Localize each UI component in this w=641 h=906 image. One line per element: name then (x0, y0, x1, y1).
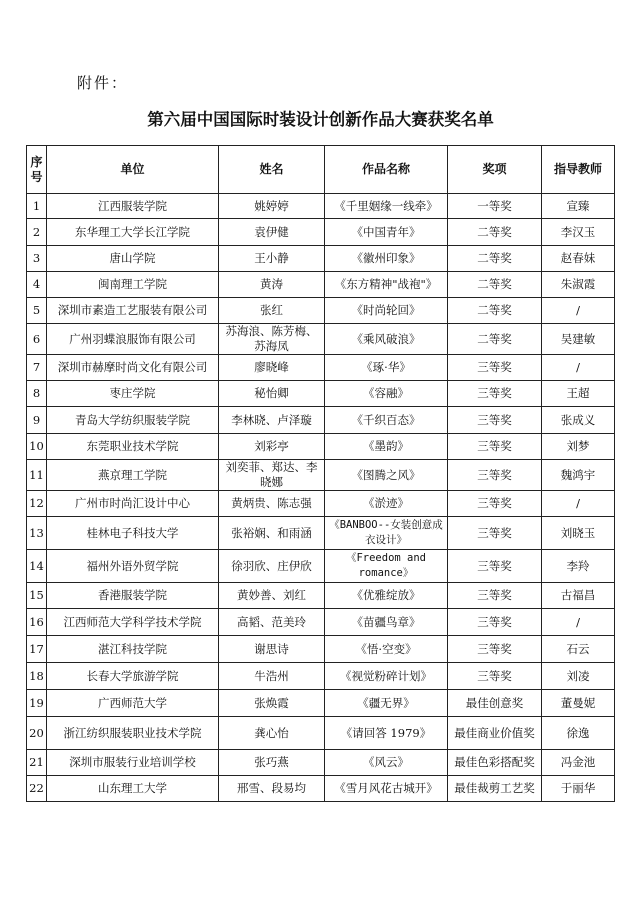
table-row (27, 298, 615, 324)
cell-award: 三等奖 (448, 517, 542, 550)
cell-unit: 广州市时尚汇设计中心 (47, 491, 219, 517)
column-header-award: 奖项 (448, 146, 542, 194)
cell-instructor: / (542, 609, 615, 636)
cell-award: 三等奖 (448, 663, 542, 690)
cell-unit: 深圳市赫摩时尚文化有限公司 (47, 355, 219, 381)
table-row (27, 550, 615, 583)
cell-work-title: 《视觉粉碎计划》 (325, 663, 448, 690)
cell-number: 1 (27, 194, 47, 219)
awards-table-body (27, 194, 615, 802)
cell-work-title: 《风云》 (325, 750, 448, 776)
table-row (27, 272, 615, 298)
cell-name: 刘奕菲、郑达、李晓娜 (219, 460, 325, 491)
cell-work-title: 《墨韵》 (325, 434, 448, 460)
cell-work-title: 《中国青年》 (325, 219, 448, 246)
cell-instructor: 魏鸿宇 (542, 460, 615, 491)
table-row (27, 219, 615, 246)
cell-award: 二等奖 (448, 272, 542, 298)
table-row (27, 460, 615, 491)
table-row (27, 324, 615, 355)
cell-work-title: 《请回答 1979》 (325, 717, 448, 750)
cell-number: 14 (27, 550, 47, 583)
cell-award: 三等奖 (448, 434, 542, 460)
cell-number: 16 (27, 609, 47, 636)
cell-number: 7 (27, 355, 47, 381)
cell-work-title: 《千里姻缘一线牵》 (325, 194, 448, 219)
cell-number: 3 (27, 246, 47, 272)
cell-name: 秘怡卿 (219, 381, 325, 407)
table-row (27, 194, 615, 219)
cell-award: 最佳裁剪工艺奖 (448, 776, 542, 802)
cell-award: 三等奖 (448, 491, 542, 517)
cell-number: 20 (27, 717, 47, 750)
cell-unit: 广西师范大学 (47, 690, 219, 717)
cell-instructor: 朱淑霞 (542, 272, 615, 298)
cell-instructor: 于丽华 (542, 776, 615, 802)
cell-award: 最佳商业价值奖 (448, 717, 542, 750)
cell-work-title: 《时尚轮回》 (325, 298, 448, 324)
column-header-number: 序号 (27, 146, 47, 194)
cell-name: 牛浩州 (219, 663, 325, 690)
cell-instructor: / (542, 491, 615, 517)
cell-name: 王小静 (219, 246, 325, 272)
cell-unit: 枣庄学院 (47, 381, 219, 407)
cell-work-title: 《千织百态》 (325, 407, 448, 434)
table-row (27, 609, 615, 636)
cell-work-title: 《悟·空变》 (325, 636, 448, 663)
cell-award: 最佳色彩搭配奖 (448, 750, 542, 776)
cell-name: 姚婷婷 (219, 194, 325, 219)
cell-unit: 江西服装学院 (47, 194, 219, 219)
cell-instructor: 刘凌 (542, 663, 615, 690)
cell-name: 苏海浪、陈芳梅、苏海凤 (219, 324, 325, 355)
cell-work-title: 《Freedom and romance》 (325, 550, 448, 583)
cell-instructor: 冯金池 (542, 750, 615, 776)
table-row (27, 776, 615, 802)
column-header-instructor: 指导教师 (542, 146, 615, 194)
cell-instructor: 董曼妮 (542, 690, 615, 717)
cell-instructor: 吴建敏 (542, 324, 615, 355)
cell-unit: 燕京理工学院 (47, 460, 219, 491)
attachment-label: 附件： (77, 74, 129, 92)
cell-work-title: 《BANBOO--女装创意成衣设计》 (325, 517, 448, 550)
cell-number: 8 (27, 381, 47, 407)
cell-instructor: 宣臻 (542, 194, 615, 219)
cell-name: 刘彩亭 (219, 434, 325, 460)
cell-instructor: 李羚 (542, 550, 615, 583)
cell-instructor: 张成义 (542, 407, 615, 434)
table-row (27, 690, 615, 717)
table-row (27, 517, 615, 550)
cell-work-title: 《徽州印象》 (325, 246, 448, 272)
cell-name: 高韬、范美玲 (219, 609, 325, 636)
cell-instructor: 刘梦 (542, 434, 615, 460)
table-row (27, 434, 615, 460)
cell-name: 袁伊健 (219, 219, 325, 246)
cell-instructor: 徐逸 (542, 717, 615, 750)
cell-number: 11 (27, 460, 47, 491)
table-header-row (27, 146, 615, 194)
cell-instructor: 古福昌 (542, 583, 615, 609)
column-header-unit: 单位 (47, 146, 219, 194)
cell-unit: 江西师范大学科学技术学院 (47, 609, 219, 636)
cell-unit: 唐山学院 (47, 246, 219, 272)
cell-name: 张红 (219, 298, 325, 324)
cell-work-title: 《疆无界》 (325, 690, 448, 717)
cell-instructor: / (542, 355, 615, 381)
cell-instructor: 刘晓玉 (542, 517, 615, 550)
cell-unit: 青岛大学纺织服装学院 (47, 407, 219, 434)
table-row (27, 355, 615, 381)
cell-award: 最佳创意奖 (448, 690, 542, 717)
cell-award: 三等奖 (448, 355, 542, 381)
cell-unit: 湛江科技学院 (47, 636, 219, 663)
cell-work-title: 《东方精神"战袍"》 (325, 272, 448, 298)
cell-award: 三等奖 (448, 407, 542, 434)
cell-work-title: 《乘风破浪》 (325, 324, 448, 355)
cell-award: 二等奖 (448, 324, 542, 355)
cell-award: 三等奖 (448, 636, 542, 663)
table-row (27, 381, 615, 407)
cell-number: 9 (27, 407, 47, 434)
cell-unit: 桂林电子科技大学 (47, 517, 219, 550)
cell-name: 黄妙善、刘红 (219, 583, 325, 609)
cell-award: 二等奖 (448, 298, 542, 324)
cell-award: 三等奖 (448, 550, 542, 583)
cell-work-title: 《优雅绽放》 (325, 583, 448, 609)
cell-number: 10 (27, 434, 47, 460)
table-row (27, 407, 615, 434)
table-row (27, 491, 615, 517)
cell-unit: 长春大学旅游学院 (47, 663, 219, 690)
cell-unit: 深圳市素造工艺服装有限公司 (47, 298, 219, 324)
cell-award: 三等奖 (448, 583, 542, 609)
table-row (27, 717, 615, 750)
cell-unit: 深圳市服装行业培训学校 (47, 750, 219, 776)
cell-name: 谢思诗 (219, 636, 325, 663)
cell-number: 19 (27, 690, 47, 717)
cell-unit: 福州外语外贸学院 (47, 550, 219, 583)
cell-work-title: 《容融》 (325, 381, 448, 407)
cell-number: 21 (27, 750, 47, 776)
cell-name: 黄涛 (219, 272, 325, 298)
cell-award: 二等奖 (448, 246, 542, 272)
cell-award: 三等奖 (448, 609, 542, 636)
cell-award: 三等奖 (448, 460, 542, 491)
cell-unit: 香港服装学院 (47, 583, 219, 609)
cell-number: 22 (27, 776, 47, 802)
column-header-name: 姓名 (219, 146, 325, 194)
cell-unit: 广州羽蝶浪服饰有限公司 (47, 324, 219, 355)
cell-work-title: 《琢·华》 (325, 355, 448, 381)
cell-unit: 浙江纺织服装职业技术学院 (47, 717, 219, 750)
cell-work-title: 《雪月风花古城开》 (325, 776, 448, 802)
cell-name: 龚心怡 (219, 717, 325, 750)
cell-instructor: / (542, 298, 615, 324)
cell-number: 12 (27, 491, 47, 517)
cell-work-title: 《图腾之风》 (325, 460, 448, 491)
table-row (27, 636, 615, 663)
cell-work-title: 《淤迹》 (325, 491, 448, 517)
cell-instructor: 石云 (542, 636, 615, 663)
cell-unit: 山东理工大学 (47, 776, 219, 802)
cell-number: 13 (27, 517, 47, 550)
table-row (27, 750, 615, 776)
cell-instructor: 王超 (542, 381, 615, 407)
cell-name: 邢雪、段易均 (219, 776, 325, 802)
cell-number: 17 (27, 636, 47, 663)
table-row (27, 583, 615, 609)
cell-unit: 闽南理工学院 (47, 272, 219, 298)
cell-number: 18 (27, 663, 47, 690)
page-title: 第六届中国国际时装设计创新作品大赛获奖名单 (147, 110, 494, 129)
cell-award: 二等奖 (448, 219, 542, 246)
column-header-work-title: 作品名称 (325, 146, 448, 194)
cell-name: 张焕霞 (219, 690, 325, 717)
table-row (27, 246, 615, 272)
cell-number: 4 (27, 272, 47, 298)
cell-name: 李林晓、卢泽璇 (219, 407, 325, 434)
cell-award: 三等奖 (448, 381, 542, 407)
cell-name: 张裕娴、和雨涵 (219, 517, 325, 550)
cell-number: 15 (27, 583, 47, 609)
cell-name: 黄炳贵、陈志强 (219, 491, 325, 517)
table-row (27, 663, 615, 690)
cell-name: 张巧燕 (219, 750, 325, 776)
cell-work-title: 《苗疆鸟章》 (325, 609, 448, 636)
cell-instructor: 赵春妹 (542, 246, 615, 272)
cell-name: 廖晓峰 (219, 355, 325, 381)
cell-number: 6 (27, 324, 47, 355)
cell-number: 5 (27, 298, 47, 324)
cell-award: 一等奖 (448, 194, 542, 219)
cell-number: 2 (27, 219, 47, 246)
cell-instructor: 李汉玉 (542, 219, 615, 246)
cell-unit: 东莞职业技术学院 (47, 434, 219, 460)
cell-name: 徐羽欣、庄伊欣 (219, 550, 325, 583)
awards-table (26, 145, 615, 802)
cell-unit: 东华理工大学长江学院 (47, 219, 219, 246)
